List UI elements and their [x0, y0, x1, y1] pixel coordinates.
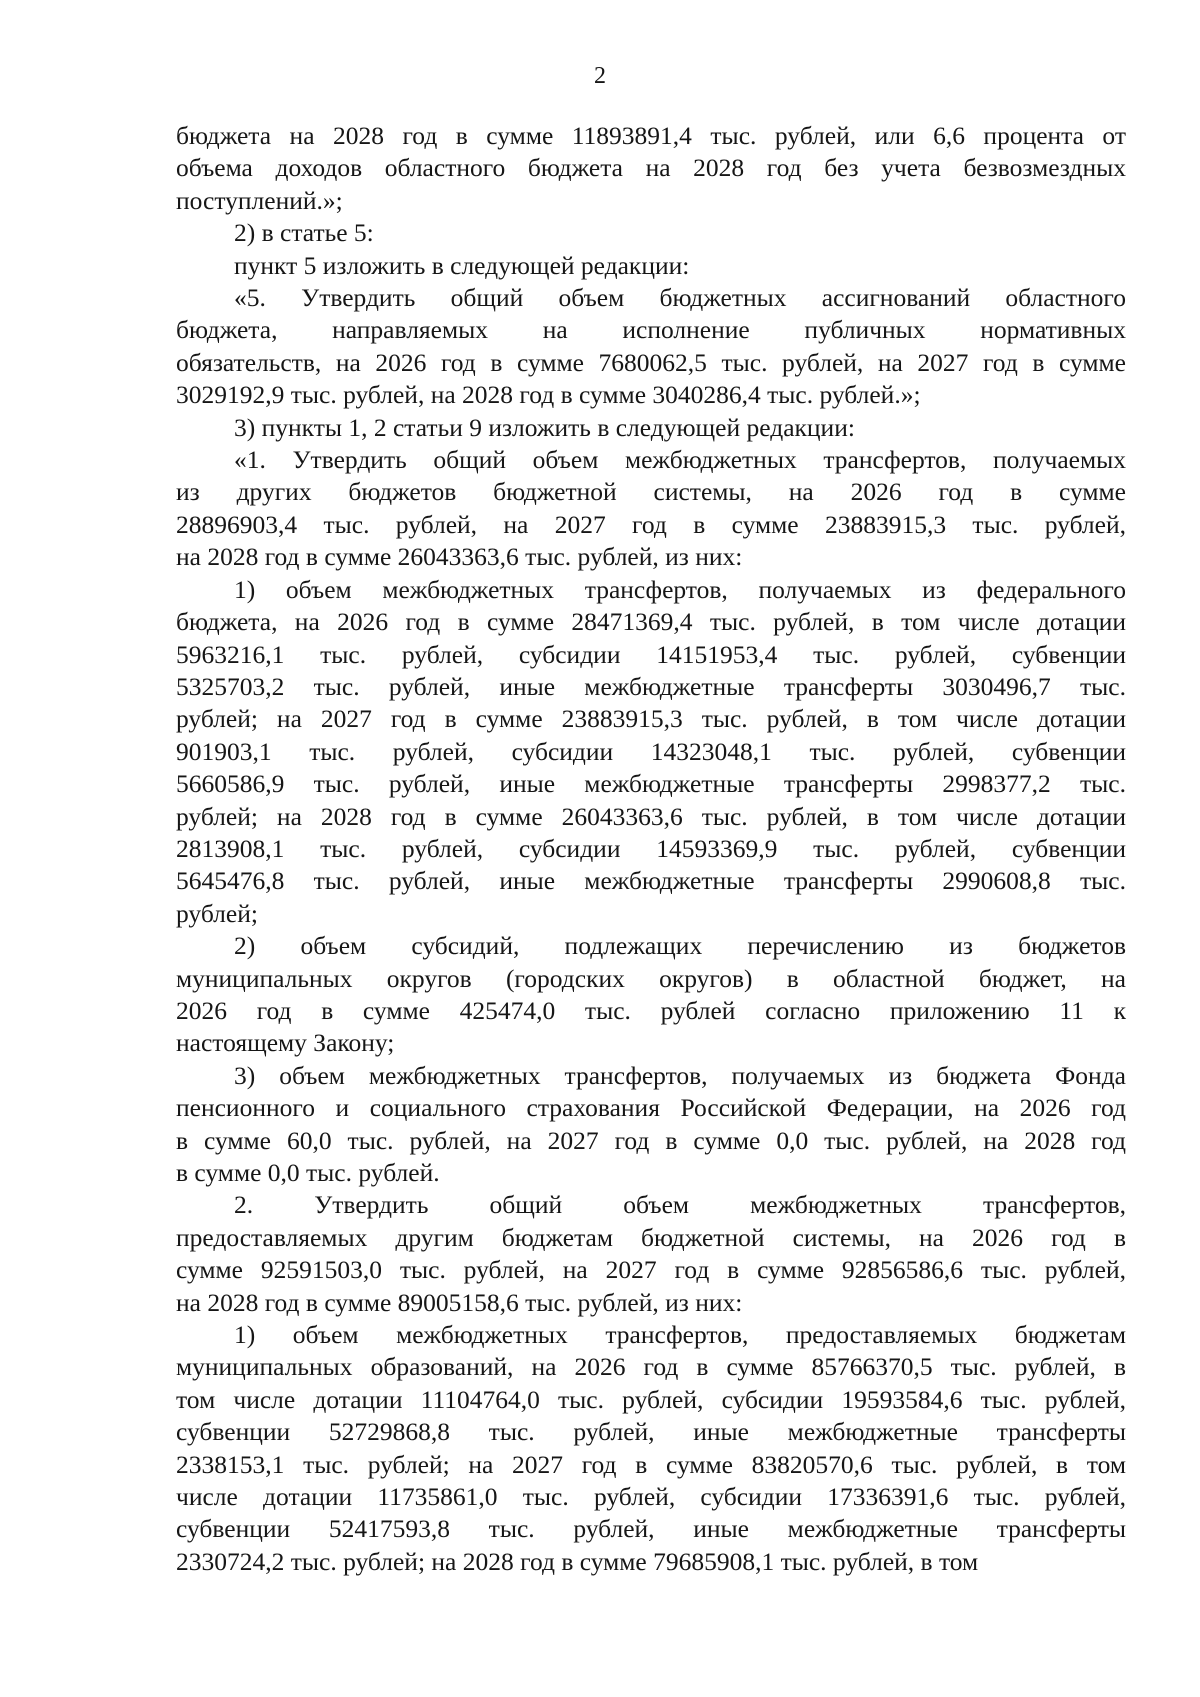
paragraph: [176, 574, 1126, 930]
paragraph: [176, 217, 1126, 249]
text-line: рублей; на 2027 год в сумме 23883915,3 тыс. рублей, в том числе дотации: [176, 704, 1126, 734]
text-line: 5660586,9 тыс. рублей, иные межбюджетные трансферты 2998377,2 тыс.: [176, 769, 1126, 799]
text-line: пункт 5 изложить в следующей редакции:: [234, 250, 690, 280]
paragraph: [176, 1319, 1126, 1578]
paragraph: [176, 120, 1126, 217]
document-body: [176, 120, 1126, 1578]
paragraph: [176, 444, 1126, 574]
paragraph: [176, 1189, 1126, 1319]
text-line: в сумме 60,0 тыс. рублей, на 2027 год в сумме 0,0 тыс. рублей, на 2028 год: [176, 1125, 1126, 1155]
text-line: 3) объем межбюджетных трансфертов, получаемых из бюджета Фонда: [234, 1060, 1126, 1090]
page-number: 2: [594, 63, 606, 89]
text-line: бюджета, на 2026 год в сумме 28471369,4 тыс. рублей, в том числе дотации: [176, 607, 1126, 637]
paragraph: [176, 1060, 1126, 1190]
text-line: на 2028 год в сумме 26043363,6 тыс. рублей, из них:: [176, 542, 743, 572]
text-line: в сумме 0,0 тыс. рублей.: [176, 1158, 440, 1187]
text-line: бюджета на 2028 год в сумме 11893891,4 тыс. рублей, или 6,6 процента от: [176, 121, 1126, 150]
text-line: числе дотации 11735861,0 тыс. рублей, субсидии 17336391,6 тыс. рублей,: [176, 1482, 1126, 1512]
paragraph: [176, 250, 1126, 282]
text-line: рублей;: [176, 898, 258, 928]
text-line: 2026 год в сумме 425474,0 тыс. рублей согласно приложению 11 к: [176, 995, 1126, 1025]
text-line: предоставляемых другим бюджетам бюджетной системы, на 2026 год в: [176, 1222, 1126, 1252]
text-line: обязательств, на 2026 год в сумме 7680062,5 тыс. рублей, на 2027 год в сумме: [176, 347, 1126, 377]
text-line: 2. Утвердить общий объем межбюджетных трансфертов,: [234, 1190, 1126, 1220]
text-line: бюджета, направляемых на исполнение публичных нормативных: [176, 315, 1126, 345]
text-line: 2) объем субсидий, подлежащих перечислению из бюджетов: [234, 931, 1126, 961]
text-line: 1) объем межбюджетных трансфертов, получаемых из федерального: [234, 574, 1126, 604]
text-line: на 2028 год в сумме 89005158,6 тыс. рублей, из них:: [176, 1287, 743, 1317]
text-line: сумме 92591503,0 тыс. рублей, на 2027 год в сумме 92856586,6 тыс. рублей,: [176, 1255, 1126, 1285]
text-line: 2) в статье 5:: [234, 218, 374, 248]
text-line: том числе дотации 11104764,0 тыс. рублей, субсидии 19593584,6 тыс. рублей,: [176, 1384, 1126, 1414]
text-line: настоящему Закону;: [176, 1028, 395, 1058]
text-line: рублей; на 2028 год в сумме 26043363,6 тыс. рублей, в том числе дотации: [176, 801, 1126, 831]
text-line: пенсионного и социального страхования Российской Федерации, на 2026 год: [176, 1093, 1126, 1123]
text-line: 901903,1 тыс. рублей, субсидии 14323048,1 тыс. рублей, субвенции: [176, 736, 1126, 766]
text-line: 1) объем межбюджетных трансфертов, предоставляемых бюджетам: [234, 1320, 1126, 1350]
text-line: 2330724,2 тыс. рублей; на 2028 год в сумме 79685908,1 тыс. рублей, в том: [176, 1546, 979, 1576]
text-line: 5963216,1 тыс. рублей, субсидии 14151953,4 тыс. рублей, субвенции: [176, 639, 1126, 669]
text-line: муниципальных образований, на 2026 год в сумме 85766370,5 тыс. рублей, в: [176, 1352, 1126, 1382]
paragraph: [176, 282, 1126, 412]
text-line: 3029192,9 тыс. рублей, на 2028 год в сумме 3040286,4 тыс. рублей.»;: [176, 380, 921, 410]
text-line: из других бюджетов бюджетной системы, на 2026 год в сумме: [176, 477, 1126, 507]
text-line: «5. Утвердить общий объем бюджетных ассигнований областного: [234, 283, 1126, 313]
paragraph: [176, 412, 1126, 444]
text-line: субвенции 52417593,8 тыс. рублей, иные межбюджетные трансферты: [176, 1514, 1126, 1544]
text-line: «1. Утвердить общий объем межбюджетных трансфертов, получаемых: [234, 445, 1126, 475]
text-line: 3) пункты 1, 2 статьи 9 изложить в следующей редакции:: [234, 412, 855, 442]
text-line: объема доходов областного бюджета на 2028 год без учета безвозмездных: [176, 153, 1126, 183]
paragraph: [176, 930, 1126, 1060]
text-line: субвенции 52729868,8 тыс. рублей, иные межбюджетные трансферты: [176, 1417, 1126, 1447]
text-line: 5645476,8 тыс. рублей, иные межбюджетные трансферты 2990608,8 тыс.: [176, 866, 1126, 896]
text-line: 2338153,1 тыс. рублей; на 2027 год в сумме 83820570,6 тыс. рублей, в том: [176, 1449, 1126, 1479]
text-line: 5325703,2 тыс. рублей, иные межбюджетные трансферты 3030496,7 тыс.: [176, 671, 1126, 701]
text-line: 2813908,1 тыс. рублей, субсидии 14593369,9 тыс. рублей, субвенции: [176, 833, 1126, 863]
text-line: 28896903,4 тыс. рублей, на 2027 год в сумме 23883915,3 тыс. рублей,: [176, 509, 1126, 539]
text-line: поступлений.»;: [176, 185, 343, 215]
text-line: муниципальных округов (городских округов) в областной бюджет, на: [176, 963, 1126, 993]
